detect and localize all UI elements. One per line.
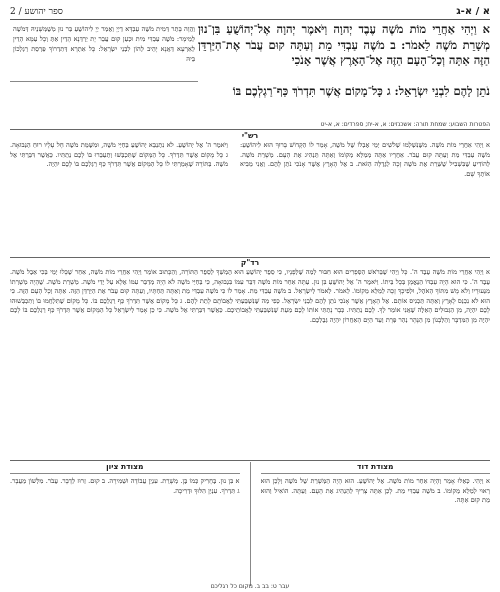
footer-note: עבר ט: בב ב. מקום כל רגליכם xyxy=(210,583,290,590)
rashi-commentary: א וַיְהִי אַחֲרֵי מוֹת מֹשֶׁה. מִשֶּׁנִּשְׁלְמוּ שְׁלֹשִׁים יְמֵי אֶבְלוֹ שֶׁל מֹשֶׁה, אָמַר לוֹ הַקָּדוֹשׁ בָּרוּךְ הוּא לִיהוֹשֻׁעַ: מֹשֶׁה עַבְדִּי מֵת וְעַתָּה קוּם עֲבֹר. אַחֲרָיו אַתָּה מְמַלֵּא מְקוֹמוֹ וְאַתָּה תַּנְהִיג אֶת הָעָם. מְשָׁרֵת מֹשֶׁה. לְהוֹדִיעַ שֶׁבִּשְׁבִיל שֶׁשֵּׁרֵת אֶת מֹשֶׁה זָכָה לַגְּדֻלָּה הַזֹּאת. ב אֶל הָאָרֶץ אֲשֶׁר אָנֹכִי נֹתֵן לָהֶם. וַאֲנִי מֵבִיא אוֹתְךָ שָׁם. xyxy=(240,141,490,178)
rashi-heading: רש"י xyxy=(241,131,259,140)
haftarah-note: הפטרות השבוע: שמחת תורה: אשכנזים: א, א-יח; ספרדים: א, א-יט xyxy=(320,121,490,128)
metzudat-david-heading: מצודת דוד xyxy=(261,462,491,474)
page-header xyxy=(10,4,490,18)
radak-heading: רד"ק xyxy=(240,258,260,267)
book-title: ספר יהושע / 2 xyxy=(10,6,63,17)
metzudat-david-text: א וַיְהִי. כְּאֵלּוּ אָמַר וְהָיָה אַחַר מוֹת מֹשֶׁה. אֶל יְהוֹשֻׁעַ. הוּא הָיָה הַמְּשָׁרֵת שֶׁל מֹשֶׁה וְלָכֵן הוּא רָאוּי לְמַלֵּא מְקוֹמוֹ. ב מֹשֶׁה עַבְדִּי מֵת. לָכֵן אַתָּה צָרִיךְ לְהַנְהִיג אֶת הָעָם. וְעַתָּה. הוֹאִיל וְהוּא מֵת קוּם אַתָּה. xyxy=(260,477,490,504)
chapter-reference: א / א-ג xyxy=(456,5,490,17)
metzudat-zion-text: א בִּן נוּן. בֶּחָרִיק כְּמוֹ בֶּן. מְשָׁרֵת. עִנְיַן עֲבוֹדָה וּשְׁמִירָה. ב קוּם. זֵרוּז לְדָבָר. עֲבֹר. מִלְּשׁוֹן מַעֲבָר. ג תִּדְרֹךְ. עִנְיַן הִלּוּךְ וּדְרִיכָה. xyxy=(10,477,240,495)
header-rule xyxy=(10,19,490,20)
metzudat-david-column xyxy=(261,462,491,586)
section-divider xyxy=(10,460,490,461)
column-separator xyxy=(250,462,251,586)
rashi-commentary-continued: וַיֹּאמֶר ה' אֶל יְהוֹשֻׁעַ. לֹא נִתְנַבֵּא יְהוֹשֻׁעַ בְּחַיֵּי מֹשֶׁה, וּמִשֶּׁמֵּת מֹשֶׁה חָל עָלָיו רוּחַ הַנְּבוּאָה. ג כָּל מָקוֹם אֲשֶׁר תִּדְרֹךְ. כָּל הַמָּקוֹם שֶׁתִּכְבְּשׁוּ וְתַעַבְרוּ בּוֹ לָכֶם נְתַתִּיו. כַּאֲשֶׁר דִּבַּרְתִּי אֶל מֹשֶׁה. בַּתּוֹרָה שֶׁאָמַרְתִּי לוֹ כָּל הַמָּקוֹם אֲשֶׁר תִּדְרֹךְ כַּף רַגְלְכֶם בּוֹ לָכֶם יִהְיֶה. xyxy=(10,141,228,168)
targum-text: וַהֲוָה בָּתַר דְּמִית מֹשֶׁה עַבְדָּא דַיְיָ וַאֲמַר יְיָ לִיהוֹשֻׁעַ בַּר נוּן מְשֻׁמְּשָׁנֵיהּ דְּמֹשֶׁה לְמֵימָר: מֹשֶׁה עַבְדִּי מִית וּכְעַן קוּם עֲבַר יָת יַרְדְּנָא הָדֵין אַתְּ וְכָל עַמָּא הָדֵין לְאַרְעָא דַּאֲנָא יָהֵיב לְהוֹן לִבְנֵי יִשְׂרָאֵל: כָּל אַתְרָא דְּתִדְרוֹךְ פַּרְסַת רַגְלְכוֹן בֵּיהּ xyxy=(10,22,198,82)
verse-continued-text: נֹתֵן לָהֶם לִבְנֵי יִשְׂרָאֵל: ג כָּל־מָקוֹם אֲשֶׁר תִּדְרֹךְ כַּף־רַגְלְכֶם בּוֹ xyxy=(232,84,490,98)
radak-commentary: א וַיְהִי אַחֲרֵי מוֹת מֹשֶׁה עֶבֶד ה'. כָּל וַיְהִי שֶׁבְּרֹאשׁ הַסְּפָרִים הוּא חִבּוּר לְמַה שֶּׁלְּפָנָיו, כִּי סֵפֶר יְהוֹשֻׁעַ הוּא הֶמְשֵׁךְ לְסֵפֶר הַתּוֹרָה, וְהַכָּתוּב אוֹמֵר וַיְהִי אַחֲרֵי מוֹת מֹשֶׁה, אַחַר שֶׁכָּלוּ יְמֵי בְּכִי אֵבֶל מֹשֶׁה. עֶבֶד ה'. כִּי הוּא הָיָה עַבְדּוֹ הַנֶּאֱמָן בְּכָל בֵּיתוֹ. וַיֹּאמֶר ה' אֶל יְהוֹשֻׁעַ בִּן נוּן. עַתָּה אַחַר מוֹת מֹשֶׁה דִּבֵּר עִמּוֹ בִּנְבוּאָה, כִּי בְּחַיֵּי מֹשֶׁה לֹא הָיָה מְדַבֵּר עִמּוֹ אֶלָּא עַל יְדֵי מֹשֶׁה. מְשָׁרֵת מֹשֶׁה. שֶׁהָיָה מְשָׁרְתוֹ מִנְּעוּרָיו וְלֹא מָשׁ מִתּוֹךְ הָאֹהֶל, וּלְפִיכָךְ זָכָה לְמַלֵּא מְקוֹמוֹ. לֵאמֹר. לֵאמֹר לְיִשְׂרָאֵל. ב מֹשֶׁה עַבְדִּי מֵת. אָמַר לוֹ כִּי מֹשֶׁה עַבְדִּי מֵת וְאַתָּה תַּחְתָּיו, וְעַתָּה קוּם עֲבֹר אֶת הַיַּרְדֵּן הַזֶּה. אַתָּה וְכָל הָעָם הַזֶּה. כִּי הוּא לֹא נִכְנַס לָאָרֶץ וְאַתָּה תַּכְנִיס אוֹתָם. אֶל הָאָרֶץ אֲשֶׁר אָנֹכִי נֹתֵן לָהֶם לִבְנֵי יִשְׂרָאֵל. כְּפִי מַה שֶּׁנִּשְׁבַּעְתִּי לַאֲבוֹתָם לָתֵת לָהֶם. ג כָּל מָקוֹם אֲשֶׁר תִּדְרֹךְ כַּף רַגְלְכֶם בּוֹ. כָּל מָקוֹם שֶׁתִּלְחֲמוּ בּוֹ וְתִכְבְּשׁוּהוּ לָכֶם יִהְיֶה, מִן הַגְּבוּלִים הָאֵלֶּה שֶׁאֲנִי אוֹמֵר לְךָ. לָכֶם נְתַתִּיו. כְּבָר נָתַתִּי אוֹתוֹ לָכֶם מֵעֵת שֶׁנִּשְׁבַּעְתִּי לַאֲבוֹתֵיכֶם. כַּאֲשֶׁר דִּבַּרְתִּי אֶל מֹשֶׁה. כִּי כֵן אָמַר לְיִשְׂרָאֵל כָּל הַמָּקוֹם אֲשֶׁר תִּדְרֹךְ כַּף רַגְלְכֶם בּוֹ לָכֶם יִהְיֶה מִן הַמִּדְבָּר וְהַלְּבָנוֹן מִן הַנָּהָר נְהַר פְּרָת וְעַד הַיָּם הָאַחֲרוֹן יִהְיֶה גְּבֻלְכֶם. xyxy=(10,268,490,324)
section-divider xyxy=(10,129,490,130)
metzudat-zion-heading: מצודת ציון xyxy=(10,462,240,474)
verse-text: א וַיְהִי אַחֲרֵי מוֹת מֹשֶׁה עֶבֶד יְהוָה וַיֹּאמֶר יְהוָה אֶל־יְהוֹשֻׁעַ בִּן־נוּן מְשָׁרֵת מֹשֶׁה לֵאמֹר: ב מֹשֶׁה עַבְדִּי מֵת וְעַתָּה קוּם עֲבֹר אֶת־הַיַּרְדֵּן הַזֶּה אַתָּה וְכָל־הָעָם הַזֶּה אֶל־הָאָרֶץ אֲשֶׁר אָנֹכִי xyxy=(198,22,490,67)
metzudat-zion-column xyxy=(10,462,240,586)
metzudot-columns xyxy=(10,462,490,586)
verse-section xyxy=(10,22,490,118)
